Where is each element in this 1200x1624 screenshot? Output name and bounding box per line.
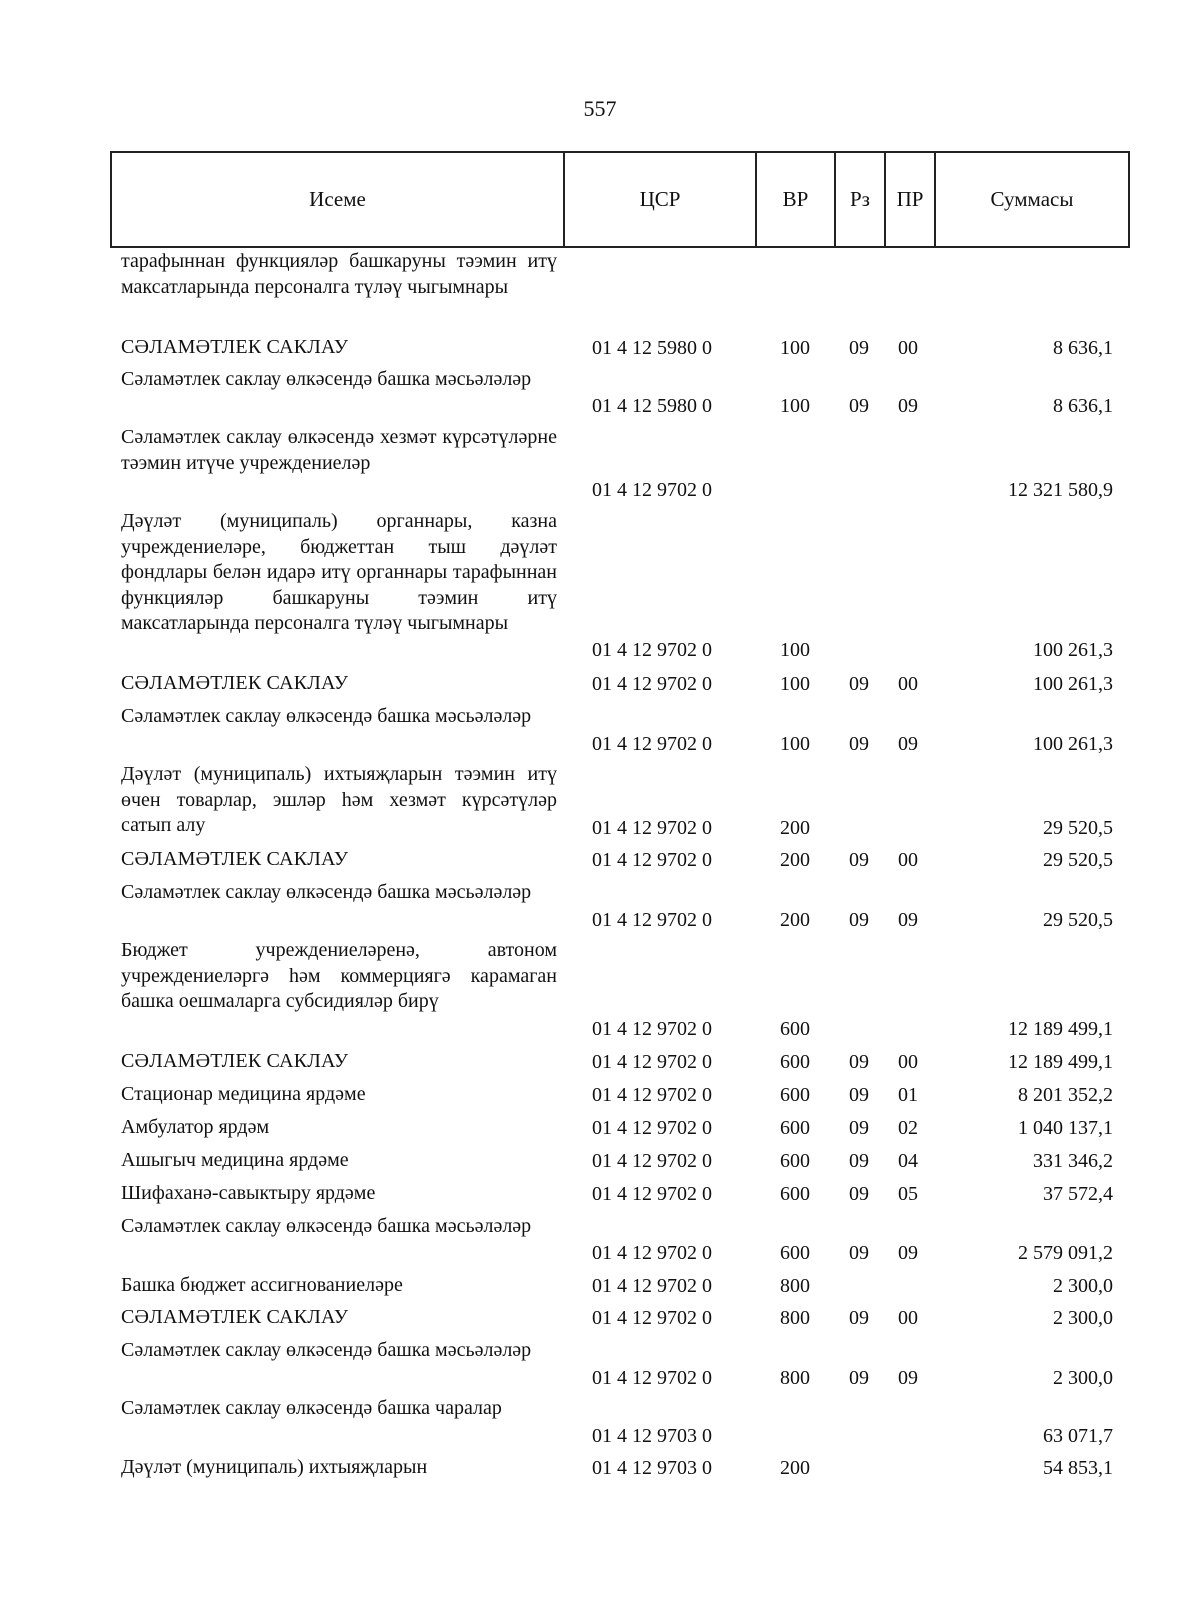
row-rz: 09 xyxy=(849,1051,869,1073)
row-name: Сәламәтлек саклау өлкәсендә башка чаралар xyxy=(121,1397,502,1419)
row-sum: 100 261,3 xyxy=(1033,639,1113,661)
row-pr: 09 xyxy=(898,1242,918,1264)
row-csr: 01 4 12 9702 0 xyxy=(592,1084,712,1106)
table-row xyxy=(0,249,1200,326)
table-row xyxy=(0,509,1200,663)
row-csr: 01 4 12 9702 0 xyxy=(592,479,712,501)
row-vr: 600 xyxy=(780,1150,810,1172)
row-vr: 600 xyxy=(780,1084,810,1106)
row-name: Стационар медицина ярдәме xyxy=(121,1083,366,1105)
row-sum: 12 321 580,9 xyxy=(1008,479,1113,501)
row-csr: 01 4 12 9702 0 xyxy=(592,1367,712,1389)
row-csr: 01 4 12 9702 0 xyxy=(592,1018,712,1040)
row-pr: 09 xyxy=(898,733,918,755)
row-csr: 01 4 12 9702 0 xyxy=(592,733,712,755)
row-rz: 09 xyxy=(849,395,869,417)
table-row xyxy=(0,1082,1200,1108)
row-rz: 09 xyxy=(849,1242,869,1264)
table-row xyxy=(0,1214,1200,1266)
row-csr: 01 4 12 9702 0 xyxy=(592,1150,712,1172)
row-pr: 04 xyxy=(898,1150,918,1172)
row-vr: 200 xyxy=(780,1457,810,1479)
row-name: Сәламәтлек саклау өлкәсендә башка мәсьәләләр xyxy=(121,705,532,727)
row-sum: 12 189 499,1 xyxy=(1008,1018,1113,1040)
row-sum: 331 346,2 xyxy=(1033,1150,1113,1172)
row-name: Сәламәтлек саклау өлкәсендә хезмәт күрсәтүләрне тәэмин итүче учреждениеләр xyxy=(121,426,557,474)
row-vr: 100 xyxy=(780,337,810,359)
row-name: Дәүләт (муниципаль) органнары, казна учреждениеләре, бюджеттан тыш дәүләт фондлары белән идарә итү органнары тарафыннан функцияләр башкаруны тәэмин итү максатларында персоналга түләү чыгымнары xyxy=(121,510,557,634)
header-vr: ВР xyxy=(755,153,834,246)
header-name: Исеме xyxy=(309,187,366,211)
row-vr: 600 xyxy=(780,1242,810,1264)
table-row xyxy=(0,1181,1200,1207)
row-pr: 00 xyxy=(898,849,918,871)
row-vr: 800 xyxy=(780,1275,810,1297)
row-sum: 8 636,1 xyxy=(1053,337,1113,359)
table-row xyxy=(0,938,1200,1042)
row-csr: 01 4 12 9702 0 xyxy=(592,1242,712,1264)
table-row xyxy=(0,1115,1200,1141)
row-pr: 00 xyxy=(898,1051,918,1073)
row-vr: 600 xyxy=(780,1183,810,1205)
row-csr: 01 4 12 9702 0 xyxy=(592,1183,712,1205)
row-sum: 54 853,1 xyxy=(1043,1457,1113,1479)
row-csr: 01 4 12 9702 0 xyxy=(592,673,712,695)
row-name: Шифаханә-савыктыру ярдәме xyxy=(121,1182,376,1204)
row-rz: 09 xyxy=(849,337,869,359)
row-sum: 100 261,3 xyxy=(1033,733,1113,755)
table-row xyxy=(0,1338,1200,1391)
row-pr: 00 xyxy=(898,337,918,359)
row-pr: 05 xyxy=(898,1183,918,1205)
row-name: Сәламәтлек саклау өлкәсендә башка мәсьәләләр xyxy=(121,1339,532,1361)
row-rz: 09 xyxy=(849,909,869,931)
table-row xyxy=(0,880,1200,933)
page-number: 557 xyxy=(583,96,617,121)
row-name: СӘЛАМӘТЛЕК САКЛАУ xyxy=(121,1306,349,1328)
row-csr: 01 4 12 9702 0 xyxy=(592,909,712,931)
row-vr: 800 xyxy=(780,1367,810,1389)
row-sum: 12 189 499,1 xyxy=(1008,1051,1113,1073)
row-sum: 8 201 352,2 xyxy=(1018,1084,1113,1106)
row-csr: 01 4 12 9703 0 xyxy=(592,1425,712,1447)
row-rz: 09 xyxy=(849,1117,869,1139)
row-pr: 00 xyxy=(898,1307,918,1329)
row-name: СӘЛАМӘТЛЕК САКЛАУ xyxy=(121,672,349,694)
row-vr: 200 xyxy=(780,909,810,931)
row-pr: 09 xyxy=(898,395,918,417)
header-csr: ЦСР xyxy=(563,153,755,246)
table-row xyxy=(0,671,1200,697)
row-rz: 09 xyxy=(849,1084,869,1106)
row-rz: 09 xyxy=(849,733,869,755)
row-vr: 200 xyxy=(780,849,810,871)
table-row xyxy=(0,847,1200,873)
row-name: Дәүләт (муниципаль) ихтыяҗларын xyxy=(121,1456,428,1478)
row-vr: 100 xyxy=(780,733,810,755)
table-row xyxy=(0,1305,1200,1331)
row-sum: 63 071,7 xyxy=(1043,1425,1113,1447)
row-csr: 01 4 12 9702 0 xyxy=(592,639,712,661)
header-pr: ПР xyxy=(884,153,934,246)
row-pr: 00 xyxy=(898,673,918,695)
row-sum: 37 572,4 xyxy=(1043,1183,1113,1205)
row-name: СӘЛАМӘТЛЕК САКЛАУ xyxy=(121,336,349,358)
row-csr: 01 4 12 9702 0 xyxy=(592,1117,712,1139)
row-vr: 100 xyxy=(780,395,810,417)
table-row xyxy=(0,704,1200,757)
table-row xyxy=(0,1148,1200,1174)
row-sum: 29 520,5 xyxy=(1043,909,1113,931)
row-name: Амбулатор ярдәм xyxy=(121,1116,270,1138)
table-row xyxy=(0,762,1200,841)
row-name: Башка бюджет ассигнованиеләре xyxy=(121,1274,403,1296)
row-vr: 600 xyxy=(780,1117,810,1139)
row-csr: 01 4 12 5980 0 xyxy=(592,395,712,417)
table-row xyxy=(0,1273,1200,1299)
row-vr: 200 xyxy=(780,817,810,839)
row-vr: 100 xyxy=(780,673,810,695)
row-vr: 100 xyxy=(780,639,810,661)
row-pr: 09 xyxy=(898,1367,918,1389)
header-sum: Суммасы xyxy=(934,153,1128,246)
row-csr: 01 4 12 9702 0 xyxy=(592,849,712,871)
row-name: Дәүләт (муниципаль) ихтыяҗларын тәэмин итү өчен товарлар, эшләр һәм хезмәт күрсәтүләр сатып алу xyxy=(121,763,557,836)
row-name: Бюджет учреждениеләренә, автоном учреждениеләргә һәм коммерциягә карамаган башка оешмаларга субсидияләр бирү xyxy=(121,939,557,1012)
row-sum: 2 300,0 xyxy=(1053,1307,1113,1329)
row-name: СӘЛАМӘТЛЕК САКЛАУ xyxy=(121,1050,349,1072)
row-pr: 01 xyxy=(898,1084,918,1106)
row-name: Ашыгыч медицина ярдәме xyxy=(121,1149,349,1171)
header-rz: Рз xyxy=(834,153,884,246)
row-sum: 2 300,0 xyxy=(1053,1275,1113,1297)
row-name: СӘЛАМӘТЛЕК САКЛАУ xyxy=(121,848,349,870)
row-sum: 100 261,3 xyxy=(1033,673,1113,695)
table-row xyxy=(0,335,1200,361)
row-csr: 01 4 12 9702 0 xyxy=(592,817,712,839)
row-rz: 09 xyxy=(849,1307,869,1329)
row-sum: 8 636,1 xyxy=(1053,395,1113,417)
row-sum: 29 520,5 xyxy=(1043,849,1113,871)
row-sum: 2 579 091,2 xyxy=(1018,1242,1113,1264)
table-row xyxy=(0,1455,1200,1481)
row-name: Сәламәтлек саклау өлкәсендә башка мәсьәләләр xyxy=(121,881,532,903)
row-csr: 01 4 12 9702 0 xyxy=(592,1275,712,1297)
row-pr: 02 xyxy=(898,1117,918,1139)
table-row xyxy=(0,1049,1200,1075)
row-rz: 09 xyxy=(849,1183,869,1205)
row-csr: 01 4 12 5980 0 xyxy=(592,337,712,359)
row-rz: 09 xyxy=(849,1367,869,1389)
row-rz: 09 xyxy=(849,1150,869,1172)
table-row xyxy=(0,1396,1200,1449)
row-name: тарафыннан функцияләр башкаруны тәэмин итү максатларында персоналга түләү чыгымнары xyxy=(121,250,557,298)
row-rz: 09 xyxy=(849,673,869,695)
row-sum: 29 520,5 xyxy=(1043,817,1113,839)
row-sum: 1 040 137,1 xyxy=(1018,1117,1113,1139)
row-sum: 2 300,0 xyxy=(1053,1367,1113,1389)
row-vr: 600 xyxy=(780,1018,810,1040)
row-csr: 01 4 12 9703 0 xyxy=(592,1457,712,1479)
row-name: Сәламәтлек саклау өлкәсендә башка мәсьәләләр xyxy=(121,1215,532,1237)
row-pr: 09 xyxy=(898,909,918,931)
row-csr: 01 4 12 9702 0 xyxy=(592,1051,712,1073)
row-rz: 09 xyxy=(849,849,869,871)
table-row xyxy=(0,367,1200,419)
row-vr: 800 xyxy=(780,1307,810,1329)
row-name: Сәламәтлек саклау өлкәсендә башка мәсьәләләр xyxy=(121,368,532,390)
table-row xyxy=(0,425,1200,503)
row-vr: 600 xyxy=(780,1051,810,1073)
row-csr: 01 4 12 9702 0 xyxy=(592,1307,712,1329)
